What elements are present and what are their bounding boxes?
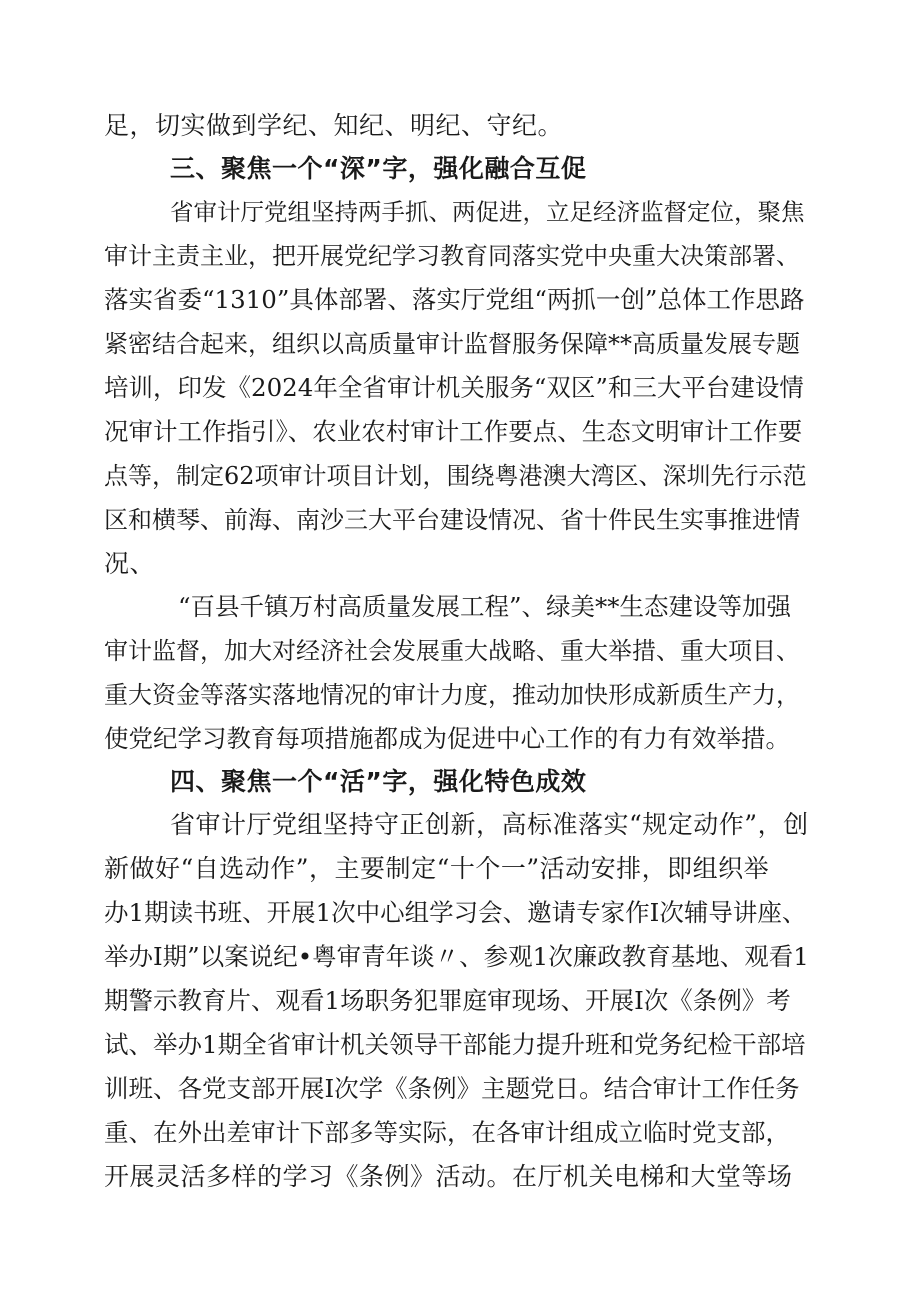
paragraph-continue-line: 重大资金等落实落地情况的审计力度，推动加快形成新质生产力， xyxy=(104,681,800,709)
section4-line: 省审计厅党组坚持守正创新，高标准落实“规定动作”，创 xyxy=(170,810,809,839)
section4-line: 新做好“自选动作”，主要制定“十个一”活动安排，即组织举 xyxy=(104,854,770,883)
section3-line: 紧密结合起来，组织以高质量审计监督服务保障**高质量发展专题 xyxy=(104,330,800,358)
section4-heading: 四、聚焦一个“活”字，强化特色成效 xyxy=(170,767,587,796)
section4-line: 办1期读书班、开展1次中心组学习会、邀请专家作I次辅导讲座、 xyxy=(104,898,807,927)
paragraph-intro-line: 足，切实做到学纪、知纪、明纪、守纪。 xyxy=(104,111,564,140)
section4-line: 举办I期”以案说纪•粤审青年谈〃、参观1次廉政教育基地、观看1 xyxy=(104,942,809,971)
section4-line: 开展灵活多样的学习《条例》活动。在厅机关电梯和大堂等场 xyxy=(104,1162,793,1191)
section3-line: 况审计工作指引》、农业农村审计工作要点、生态文明审计工作要 xyxy=(104,417,803,446)
paragraph-continue-line: “百县千镇万村高质量发展工程”、绿美**生态建设等加强 xyxy=(178,592,792,621)
section3-line: 省审计厅党组坚持两手抓、两促进，立足经济监督定位，聚焦 xyxy=(170,198,805,226)
paragraph-continue-line: 审计监督，加大对经济社会发展重大战略、重大举措、重大项目、 xyxy=(104,637,800,665)
section3-line: 培训，印发《2024年全省审计机关服务“双区”和三大平台建设情 xyxy=(104,373,804,402)
section4-line: 训班、各党支部开展I次学《条例》主题党日。结合审计工作任务 xyxy=(104,1074,800,1103)
section3-line: 点等，制定62项审计项目计划，围绕粤港澳大湾区、深圳先行示范 xyxy=(104,462,807,490)
section3-line: 落实省委“1310”具体部署、落实厅党组“两抓一创”总体工作思路 xyxy=(104,285,805,314)
section4-line: 试、举办1期全省审计机关领导干部能力提升班和党务纪检干部培 xyxy=(104,1030,806,1059)
section3-line: 审计主责主业，把开展党纪学习教育同落实党中央重大决策部署、 xyxy=(104,242,800,270)
section3-line: 况、 xyxy=(104,549,156,578)
paragraph-continue-line: 使党纪学习教育每项措施都成为促进中心工作的有力有效举措。 xyxy=(104,724,790,753)
section4-line: 重、在外出差审计下部多等实际，在各审计组成立临时党支部， xyxy=(104,1118,790,1147)
section3-heading: 三、聚焦一个“深”字，强化融合互促 xyxy=(170,154,587,183)
section3-line: 区和横琴、前海、南沙三大平台建设情况、省十件民生实事推进情 xyxy=(104,506,800,534)
section4-line: 期警示教育片、观看1场职务犯罪庭审现场、开展I次《条例》考 xyxy=(104,986,791,1015)
